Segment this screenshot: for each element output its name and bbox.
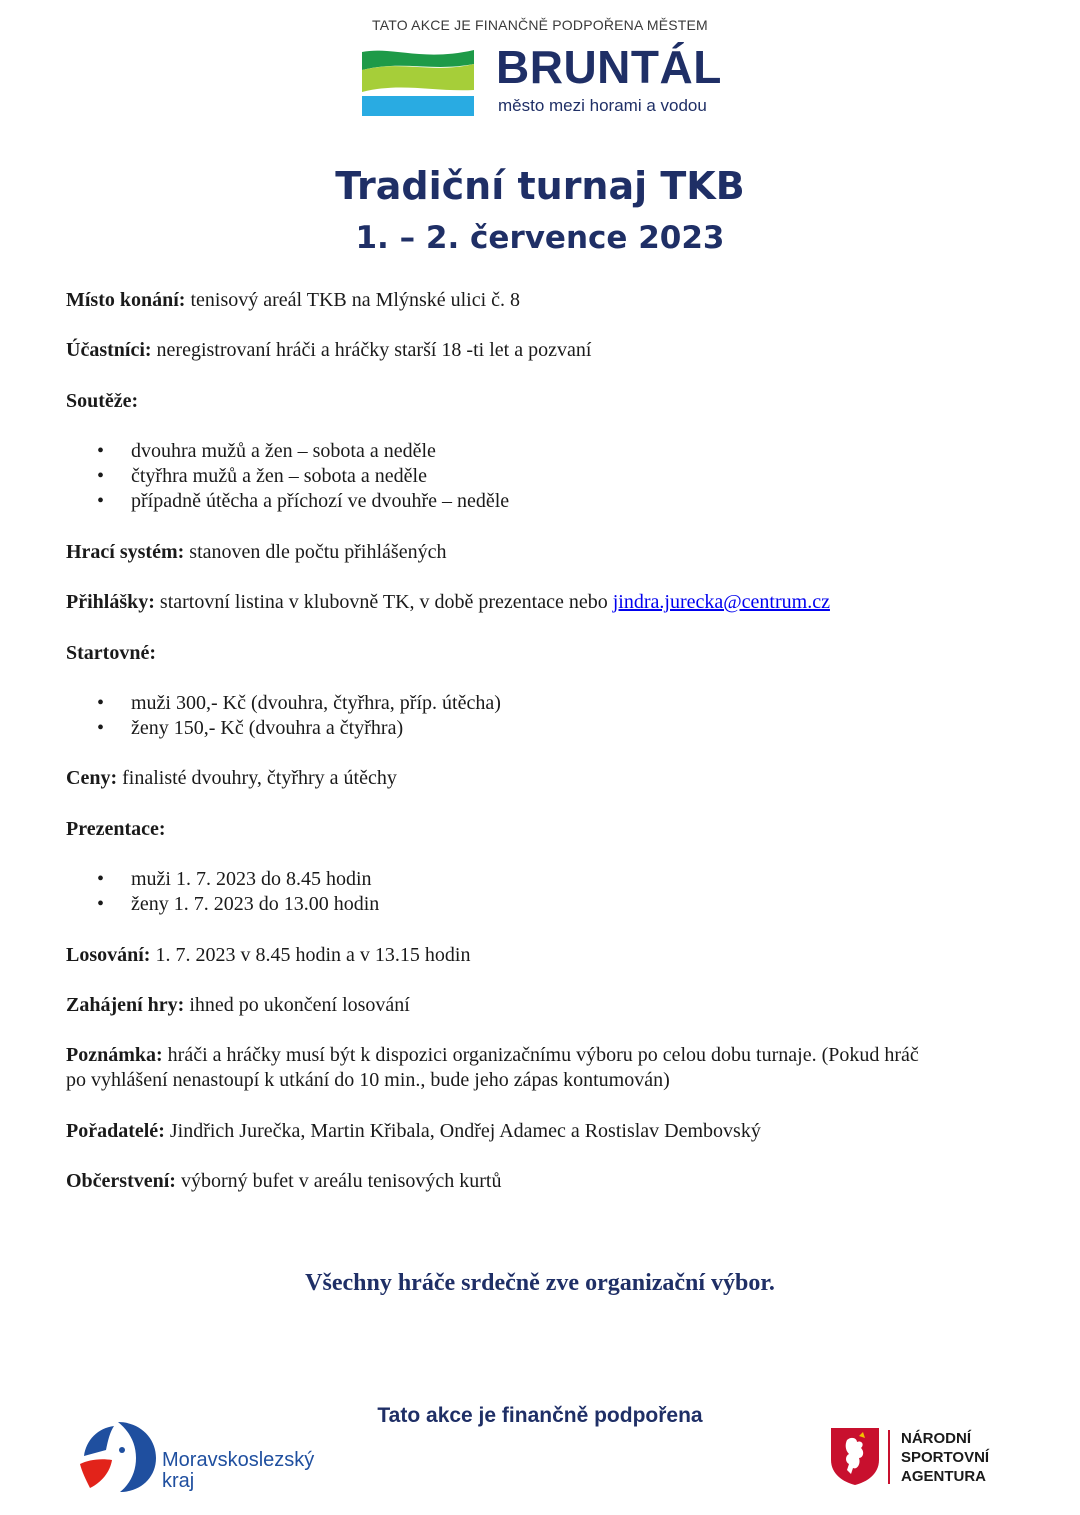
list-item: • muži 1. 7. 2023 do 8.45 hodin — [97, 868, 372, 890]
organizers-value: Jindřich Jurečka, Martin Křibala, Ondřej Adamec a Rostislav Dembovský — [169, 1120, 761, 1142]
system-row — [66, 540, 1006, 565]
moravskoslezsky-kraj-name: Moravskoslezský kraj — [162, 1449, 315, 1492]
czech-lion-icon — [829, 1426, 881, 1486]
fee-label: Startovné: — [66, 642, 156, 664]
presentation-heading — [66, 817, 1006, 842]
venue-label: Místo konání: — [66, 289, 186, 311]
fee-heading — [66, 641, 1006, 666]
city-name: BRUNTÁL — [496, 41, 722, 93]
registration-value: startovní listina v klubovně TK, v době prezentace nebo — [159, 591, 608, 613]
note-line1: hráči a hráčky musí být k dispozici organizačnímu výboru po celou dobu turnaje. (Pokud hráč — [167, 1044, 919, 1066]
venue-row — [66, 288, 1006, 313]
list-item: • případně útěcha a příchozí ve dvouhře – neděle — [97, 490, 510, 512]
presentation-label: Prezentace: — [66, 818, 166, 840]
draw-label: Losování: — [66, 944, 151, 966]
page-title: Tradiční turnaj TKB — [335, 164, 745, 208]
participants-row — [66, 338, 1006, 363]
nsa-divider — [888, 1430, 890, 1484]
note-row — [66, 1043, 1006, 1093]
organizers-label: Pořadatelé: — [66, 1120, 165, 1142]
narodni-sportovni-agentura-name: NÁRODNÍ SPORTOVNÍ AGENTURA — [901, 1430, 990, 1485]
closing-invitation: Všechny hráče srdečně zve organizační výbor. — [305, 1270, 775, 1296]
moravskoslezsky-kraj-logo-icon — [78, 1420, 158, 1492]
system-label: Hrací systém: — [66, 541, 185, 563]
system-value: stanoven dle počtu přihlášených — [189, 541, 447, 563]
prizes-label: Ceny: — [66, 767, 118, 789]
start-value: ihned po ukončení losování — [189, 994, 410, 1016]
draw-row — [66, 943, 1006, 968]
prizes-row — [66, 766, 1006, 791]
participants-label: Účastníci: — [66, 339, 152, 361]
competitions-label: Soutěže: — [66, 390, 139, 412]
competitions-heading — [66, 389, 1006, 414]
region-support-text: Tato akce je finančně podpořena — [377, 1404, 703, 1427]
draw-value: 1. 7. 2023 v 8.45 hodin a v 13.15 hodin — [155, 944, 471, 966]
list-item: • ženy 1. 7. 2023 do 13.00 hodin — [97, 893, 380, 915]
event-date: 1. – 2. července 2023 — [355, 220, 725, 256]
prizes-value: finalisté dvouhry, čtyřhry a útěchy — [122, 767, 397, 789]
venue-value: tenisový areál TKB na Mlýnské ulici č. 8 — [190, 289, 521, 311]
note-line2: po vyhlášení nenastoupí k utkání do 10 min., bude jeho zápas kontumován) — [66, 1069, 670, 1091]
bruntal-logo-icon — [362, 48, 474, 116]
refreshments-label: Občerstvení: — [66, 1170, 176, 1192]
refreshments-row — [66, 1169, 1006, 1194]
refreshments-value: výborný bufet v areálu tenisových kurtů — [180, 1170, 502, 1192]
start-row — [66, 993, 1006, 1018]
registration-row — [66, 590, 1006, 615]
email-link[interactable]: jindra.jurecka@centrum.cz — [612, 591, 830, 613]
city-support-text: TATO AKCE JE FINANČNĚ PODPOŘENA MĚSTEM — [372, 17, 708, 33]
list-item: • muži 300,- Kč (dvouhra, čtyřhra, příp. útěcha) — [97, 692, 501, 714]
city-tagline: město mezi horami a vodou — [498, 96, 707, 115]
organizers-row — [66, 1119, 1006, 1144]
registration-label: Přihlášky: — [66, 591, 155, 613]
start-label: Zahájení hry: — [66, 994, 185, 1016]
list-item: • ženy 150,- Kč (dvouhra a čtyřhra) — [97, 717, 404, 739]
list-item: • čtyřhra mužů a žen – sobota a neděle — [97, 465, 427, 487]
list-item: • dvouhra mužů a žen – sobota a neděle — [97, 440, 436, 462]
note-label: Poznámka: — [66, 1044, 163, 1066]
participants-value: neregistrovaní hráči a hráčky starší 18 -ti let a pozvaní — [156, 339, 592, 361]
